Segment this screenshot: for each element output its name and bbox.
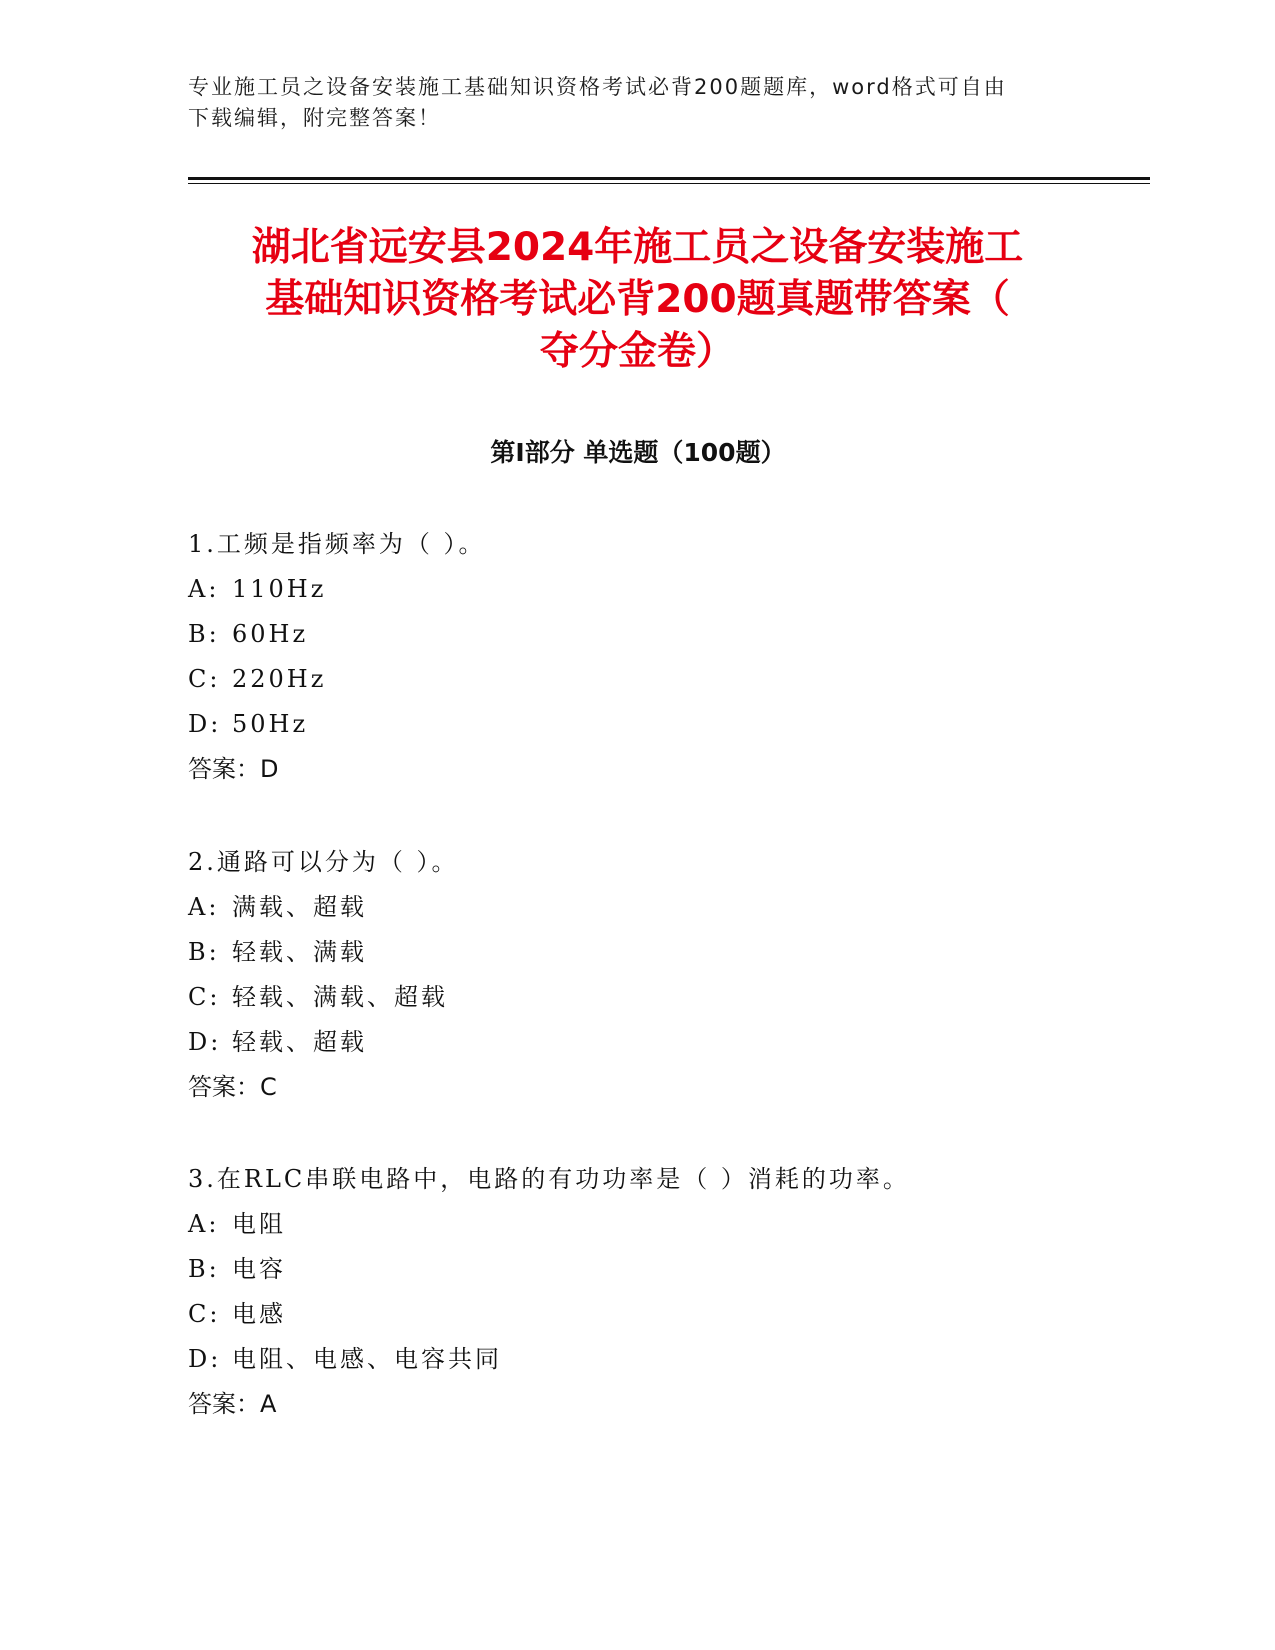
question-option-c [188, 1298, 1088, 1343]
question-option-c [188, 981, 1088, 1026]
question-option-a [188, 891, 1088, 936]
option-text: 轻载、满载、超载 [232, 983, 448, 1011]
question-answer: 答案：A [188, 1390, 277, 1418]
option-label: D: [188, 1028, 222, 1056]
question-2 [188, 846, 1088, 1116]
question-option-c [188, 663, 1088, 708]
question-option-a [188, 573, 1088, 618]
option-label: C: [188, 983, 221, 1011]
header-rule-thick [188, 177, 1150, 180]
option-text: 电感 [232, 1300, 286, 1328]
option-label: B: [188, 620, 220, 648]
question-option-d [188, 1026, 1088, 1071]
question-stem: 1.工频是指频率为（ ）。 [188, 530, 486, 558]
header-note-line-1: 专业施工员之设备安装施工基础知识资格考试必背200题题库，word格式可自由 [188, 75, 1007, 99]
option-label: C: [188, 665, 221, 693]
option-text: 电阻、电感、电容共同 [232, 1345, 502, 1373]
option-text: 60Hz [232, 620, 309, 648]
option-text: 110Hz [232, 575, 327, 603]
question-option-b [188, 1253, 1088, 1298]
option-text: 电阻 [232, 1210, 286, 1238]
question-3 [188, 1163, 1088, 1433]
option-text: 轻载、满载 [232, 938, 367, 966]
question-answer: 答案：C [188, 1073, 277, 1101]
option-label: D: [188, 710, 222, 738]
question-stem: 2.通路可以分为（ ）。 [188, 848, 459, 876]
document-title [150, 222, 1125, 378]
document-title-line-3: 夺分金卷） [539, 329, 735, 374]
option-label: B: [188, 938, 220, 966]
option-label: C: [188, 1300, 221, 1328]
header-note [188, 72, 1068, 134]
header-note-line-2: 下载编辑，附完整答案！ [188, 106, 441, 130]
question-answer: 答案：D [188, 755, 279, 783]
option-text: 轻载、超载 [232, 1028, 367, 1056]
option-text: 50Hz [232, 710, 309, 738]
option-text: 电容 [232, 1255, 286, 1283]
document-title-line-2: 基础知识资格考试必背200题真题带答案（ [265, 277, 1010, 322]
question-stem: 3.在RLC串联电路中，电路的有功功率是（ ）消耗的功率。 [188, 1165, 910, 1193]
question-1 [188, 528, 1088, 798]
document-title-line-1: 湖北省远安县2024年施工员之设备安装施工 [251, 225, 1024, 270]
question-option-d [188, 708, 1088, 753]
question-option-b [188, 618, 1088, 663]
question-option-a [188, 1208, 1088, 1253]
option-label: D: [188, 1345, 222, 1373]
option-text: 220Hz [232, 665, 327, 693]
header-rule-thin [188, 183, 1150, 184]
question-option-d [188, 1343, 1088, 1388]
option-label: B: [188, 1255, 220, 1283]
option-label: A: [188, 1210, 220, 1238]
question-option-b [188, 936, 1088, 981]
option-text: 满载、超载 [232, 893, 367, 921]
option-label: A: [188, 893, 220, 921]
section-heading: 第Ⅰ部分 单选题（100题） [490, 438, 786, 467]
option-label: A: [188, 575, 220, 603]
